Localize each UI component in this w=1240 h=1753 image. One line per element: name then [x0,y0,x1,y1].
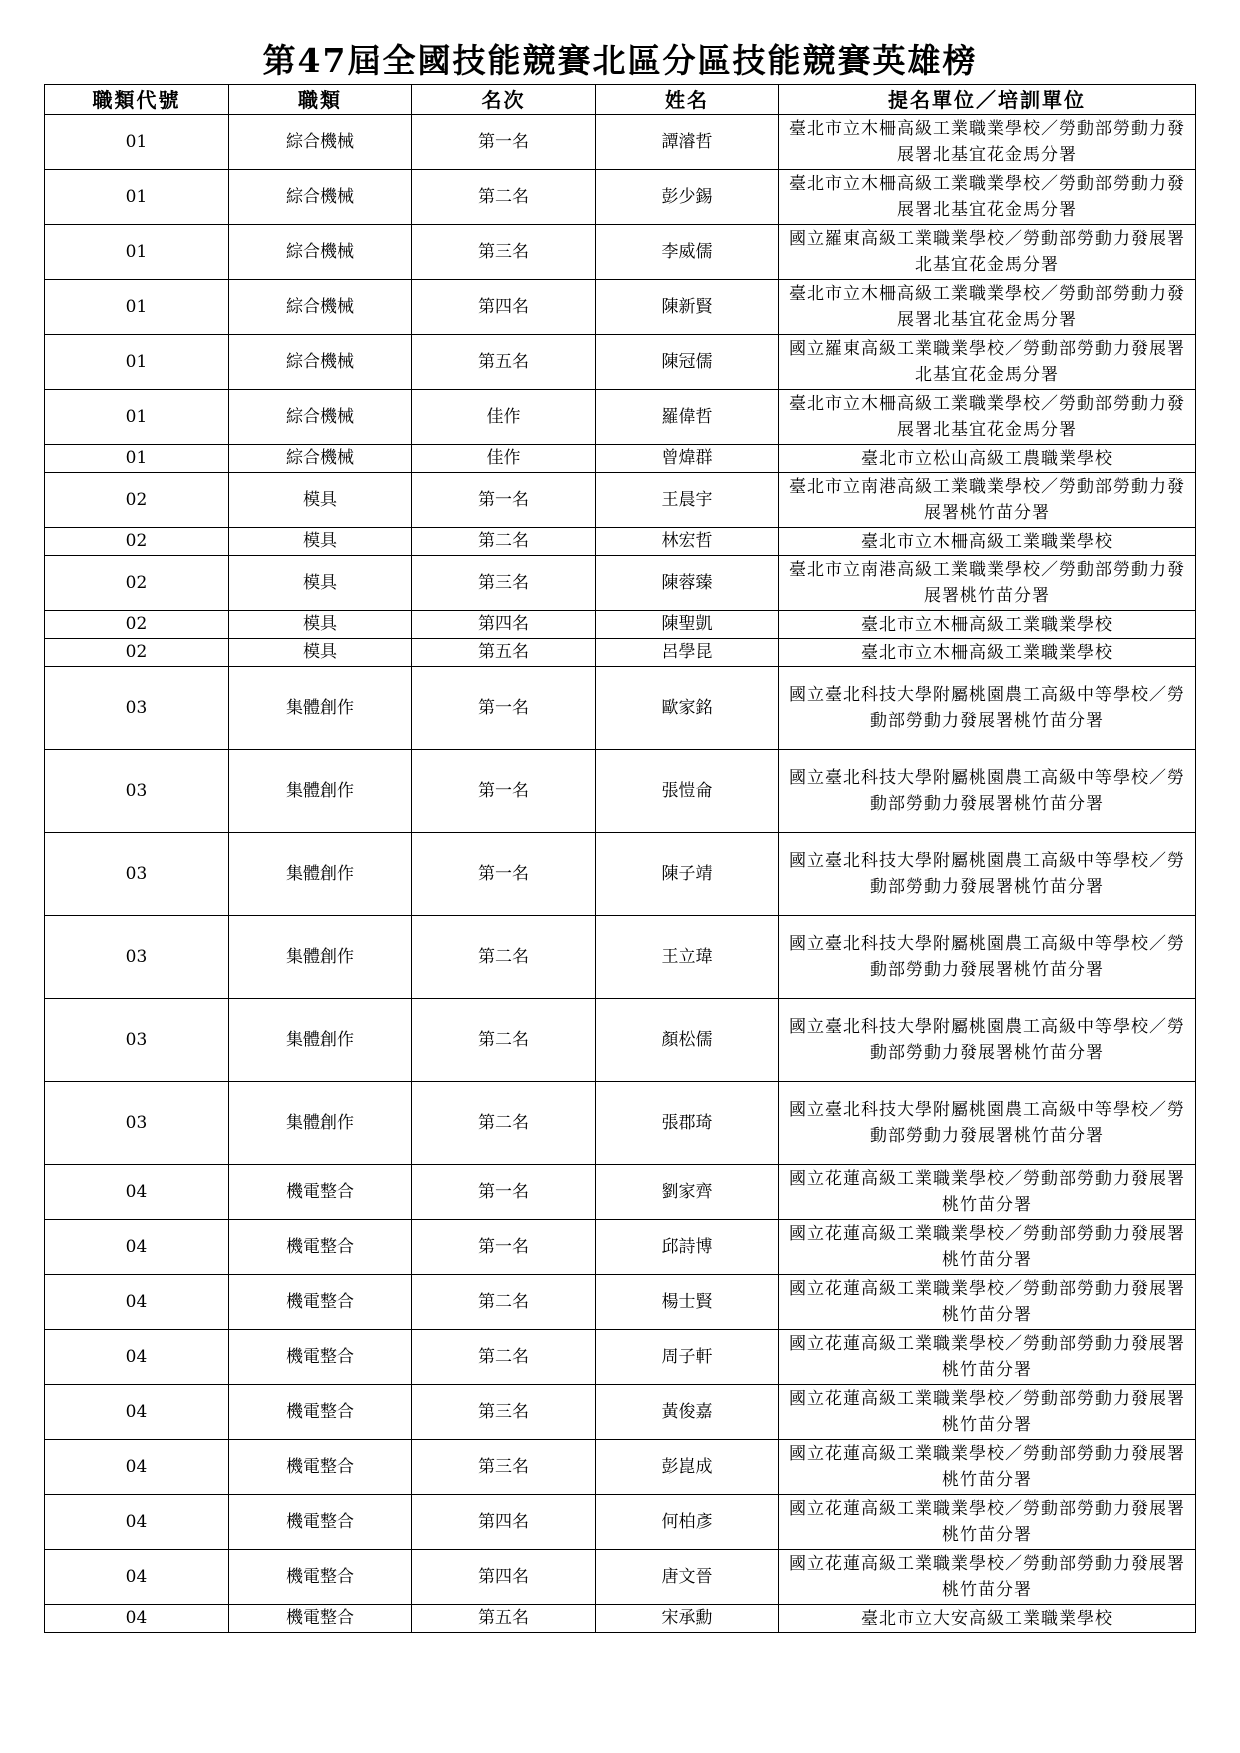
cell-name: 林宏哲 [596,528,779,556]
cell-rank: 第一名 [412,1165,596,1220]
table-header-row [45,85,1196,115]
cell-name: 張愷侖 [596,750,779,833]
cell-rank: 第四名 [412,611,596,639]
cell-category: 集體創作 [229,999,412,1082]
cell-code: 02 [45,611,229,639]
cell-category: 集體創作 [229,916,412,999]
cell-category: 綜合機械 [229,445,412,473]
cell-unit: 臺北市立木柵高級工業職業學校／勞動部勞動力發展署北基宜花金馬分署 [779,390,1196,445]
cell-rank: 第三名 [412,556,596,611]
cell-category: 機電整合 [229,1440,412,1495]
table-row [45,390,1196,445]
table-row [45,1550,1196,1605]
cell-name: 陳聖凱 [596,611,779,639]
header-name: 姓名 [596,85,779,115]
cell-rank: 第五名 [412,335,596,390]
cell-name: 譚濬哲 [596,115,779,170]
table-row [45,1275,1196,1330]
cell-unit: 臺北市立南港高級工業職業學校／勞動部勞動力發展署桃竹苗分署 [779,473,1196,528]
cell-code: 01 [45,445,229,473]
cell-category: 集體創作 [229,667,412,750]
cell-category: 綜合機械 [229,115,412,170]
cell-rank: 第二名 [412,1330,596,1385]
table-row [45,750,1196,833]
cell-code: 03 [45,916,229,999]
cell-rank: 第三名 [412,1440,596,1495]
cell-unit: 國立臺北科技大學附屬桃園農工高級中等學校／勞動部勞動力發展署桃竹苗分署 [779,916,1196,999]
cell-rank: 第四名 [412,280,596,335]
cell-category: 機電整合 [229,1330,412,1385]
cell-name: 呂學昆 [596,639,779,667]
cell-category: 機電整合 [229,1495,412,1550]
table-row [45,170,1196,225]
cell-rank: 第四名 [412,1550,596,1605]
cell-unit: 臺北市立木柵高級工業職業學校／勞動部勞動力發展署北基宜花金馬分署 [779,170,1196,225]
cell-code: 02 [45,473,229,528]
header-code: 職類代號 [45,85,229,115]
cell-unit: 臺北市立南港高級工業職業學校／勞動部勞動力發展署桃竹苗分署 [779,556,1196,611]
cell-unit: 國立羅東高級工業職業學校／勞動部勞動力發展署北基宜花金馬分署 [779,225,1196,280]
cell-rank: 第二名 [412,916,596,999]
cell-rank: 第二名 [412,1275,596,1330]
cell-rank: 第三名 [412,1385,596,1440]
cell-category: 綜合機械 [229,170,412,225]
cell-rank: 第四名 [412,1495,596,1550]
cell-code: 01 [45,390,229,445]
cell-rank: 第一名 [412,473,596,528]
cell-code: 04 [45,1165,229,1220]
cell-rank: 第一名 [412,833,596,916]
cell-category: 模具 [229,639,412,667]
table-row [45,1165,1196,1220]
table-row [45,1082,1196,1165]
table-row [45,639,1196,667]
cell-category: 機電整合 [229,1220,412,1275]
table-row [45,999,1196,1082]
cell-rank: 第二名 [412,1082,596,1165]
cell-code: 02 [45,556,229,611]
cell-rank: 第二名 [412,170,596,225]
cell-code: 01 [45,170,229,225]
table-row [45,1440,1196,1495]
cell-name: 邱詩博 [596,1220,779,1275]
header-unit: 提名單位／培訓單位 [779,85,1196,115]
cell-unit: 國立花蓮高級工業職業學校／勞動部勞動力發展署桃竹苗分署 [779,1165,1196,1220]
cell-code: 04 [45,1220,229,1275]
cell-unit: 國立臺北科技大學附屬桃園農工高級中等學校／勞動部勞動力發展署桃竹苗分署 [779,750,1196,833]
cell-code: 01 [45,335,229,390]
cell-rank: 第二名 [412,528,596,556]
cell-unit: 國立羅東高級工業職業學校／勞動部勞動力發展署北基宜花金馬分署 [779,335,1196,390]
cell-code: 01 [45,225,229,280]
cell-name: 陳新賢 [596,280,779,335]
cell-rank: 第一名 [412,667,596,750]
cell-name: 唐文晉 [596,1550,779,1605]
cell-category: 綜合機械 [229,225,412,280]
cell-unit: 臺北市立木柵高級工業職業學校 [779,611,1196,639]
cell-category: 模具 [229,611,412,639]
table-row [45,473,1196,528]
cell-name: 彭崑成 [596,1440,779,1495]
cell-name: 羅偉哲 [596,390,779,445]
table-row [45,1330,1196,1385]
cell-name: 王晨宇 [596,473,779,528]
cell-category: 模具 [229,473,412,528]
cell-unit: 國立臺北科技大學附屬桃園農工高級中等學校／勞動部勞動力發展署桃竹苗分署 [779,667,1196,750]
cell-code: 01 [45,115,229,170]
cell-unit: 國立花蓮高級工業職業學校／勞動部勞動力發展署桃竹苗分署 [779,1440,1196,1495]
cell-category: 集體創作 [229,1082,412,1165]
table-row [45,1605,1196,1633]
cell-code: 03 [45,999,229,1082]
cell-name: 陳冠儒 [596,335,779,390]
table-body [45,115,1196,1633]
cell-name: 黃俊嘉 [596,1385,779,1440]
cell-rank: 第五名 [412,1605,596,1633]
cell-unit: 臺北市立木柵高級工業職業學校 [779,528,1196,556]
cell-code: 03 [45,750,229,833]
table-row [45,445,1196,473]
table-row [45,225,1196,280]
cell-category: 模具 [229,556,412,611]
cell-rank: 第一名 [412,115,596,170]
cell-code: 04 [45,1330,229,1385]
cell-unit: 國立臺北科技大學附屬桃園農工高級中等學校／勞動部勞動力發展署桃竹苗分署 [779,999,1196,1082]
cell-category: 集體創作 [229,833,412,916]
cell-code: 04 [45,1275,229,1330]
cell-unit: 臺北市立松山高級工農職業學校 [779,445,1196,473]
cell-category: 機電整合 [229,1165,412,1220]
table-row [45,280,1196,335]
cell-category: 模具 [229,528,412,556]
cell-name: 顏松儒 [596,999,779,1082]
table-row [45,611,1196,639]
cell-unit: 臺北市立木柵高級工業職業學校 [779,639,1196,667]
table-row [45,528,1196,556]
ranking-table [44,84,1196,1633]
cell-name: 劉家齊 [596,1165,779,1220]
table-row [45,335,1196,390]
cell-name: 彭少錫 [596,170,779,225]
cell-category: 綜合機械 [229,280,412,335]
cell-code: 04 [45,1495,229,1550]
cell-category: 機電整合 [229,1605,412,1633]
cell-category: 集體創作 [229,750,412,833]
cell-code: 03 [45,667,229,750]
cell-unit: 臺北市立木柵高級工業職業學校／勞動部勞動力發展署北基宜花金馬分署 [779,280,1196,335]
cell-unit: 國立花蓮高級工業職業學校／勞動部勞動力發展署桃竹苗分署 [779,1385,1196,1440]
cell-name: 曾煒群 [596,445,779,473]
cell-name: 陳子靖 [596,833,779,916]
cell-code: 01 [45,280,229,335]
cell-code: 04 [45,1440,229,1495]
cell-code: 02 [45,639,229,667]
table-row [45,1385,1196,1440]
cell-unit: 國立花蓮高級工業職業學校／勞動部勞動力發展署桃竹苗分署 [779,1275,1196,1330]
cell-code: 04 [45,1385,229,1440]
cell-category: 機電整合 [229,1275,412,1330]
cell-rank: 第三名 [412,225,596,280]
cell-rank: 佳作 [412,390,596,445]
table-row [45,115,1196,170]
cell-name: 周子軒 [596,1330,779,1385]
cell-unit: 國立臺北科技大學附屬桃園農工高級中等學校／勞動部勞動力發展署桃竹苗分署 [779,1082,1196,1165]
cell-unit: 國立臺北科技大學附屬桃園農工高級中等學校／勞動部勞動力發展署桃竹苗分署 [779,833,1196,916]
table-row [45,1220,1196,1275]
cell-name: 宋承勳 [596,1605,779,1633]
cell-rank: 第五名 [412,639,596,667]
header-category: 職類 [229,85,412,115]
table-row [45,833,1196,916]
cell-code: 04 [45,1605,229,1633]
cell-unit: 國立花蓮高級工業職業學校／勞動部勞動力發展署桃竹苗分署 [779,1220,1196,1275]
cell-category: 機電整合 [229,1385,412,1440]
cell-code: 02 [45,528,229,556]
cell-name: 楊士賢 [596,1275,779,1330]
cell-code: 03 [45,833,229,916]
cell-category: 機電整合 [229,1550,412,1605]
cell-rank: 第一名 [412,750,596,833]
cell-name: 張郡琦 [596,1082,779,1165]
cell-name: 歐家銘 [596,667,779,750]
table-row [45,1495,1196,1550]
cell-rank: 佳作 [412,445,596,473]
cell-unit: 臺北市立木柵高級工業職業學校／勞動部勞動力發展署北基宜花金馬分署 [779,115,1196,170]
table-row [45,556,1196,611]
cell-category: 綜合機械 [229,335,412,390]
header-rank: 名次 [412,85,596,115]
cell-name: 陳蓉臻 [596,556,779,611]
cell-name: 李威儒 [596,225,779,280]
page-title: 第47屆全國技能競賽北區分區技能競賽英雄榜 [262,41,978,80]
cell-unit: 國立花蓮高級工業職業學校／勞動部勞動力發展署桃竹苗分署 [779,1330,1196,1385]
cell-rank: 第二名 [412,999,596,1082]
cell-unit: 國立花蓮高級工業職業學校／勞動部勞動力發展署桃竹苗分署 [779,1550,1196,1605]
cell-code: 04 [45,1550,229,1605]
cell-rank: 第一名 [412,1220,596,1275]
cell-name: 王立瑋 [596,916,779,999]
cell-unit: 國立花蓮高級工業職業學校／勞動部勞動力發展署桃竹苗分署 [779,1495,1196,1550]
table-row [45,916,1196,999]
cell-name: 何柏彥 [596,1495,779,1550]
cell-unit: 臺北市立大安高級工業職業學校 [779,1605,1196,1633]
cell-category: 綜合機械 [229,390,412,445]
cell-code: 03 [45,1082,229,1165]
table-row [45,667,1196,750]
